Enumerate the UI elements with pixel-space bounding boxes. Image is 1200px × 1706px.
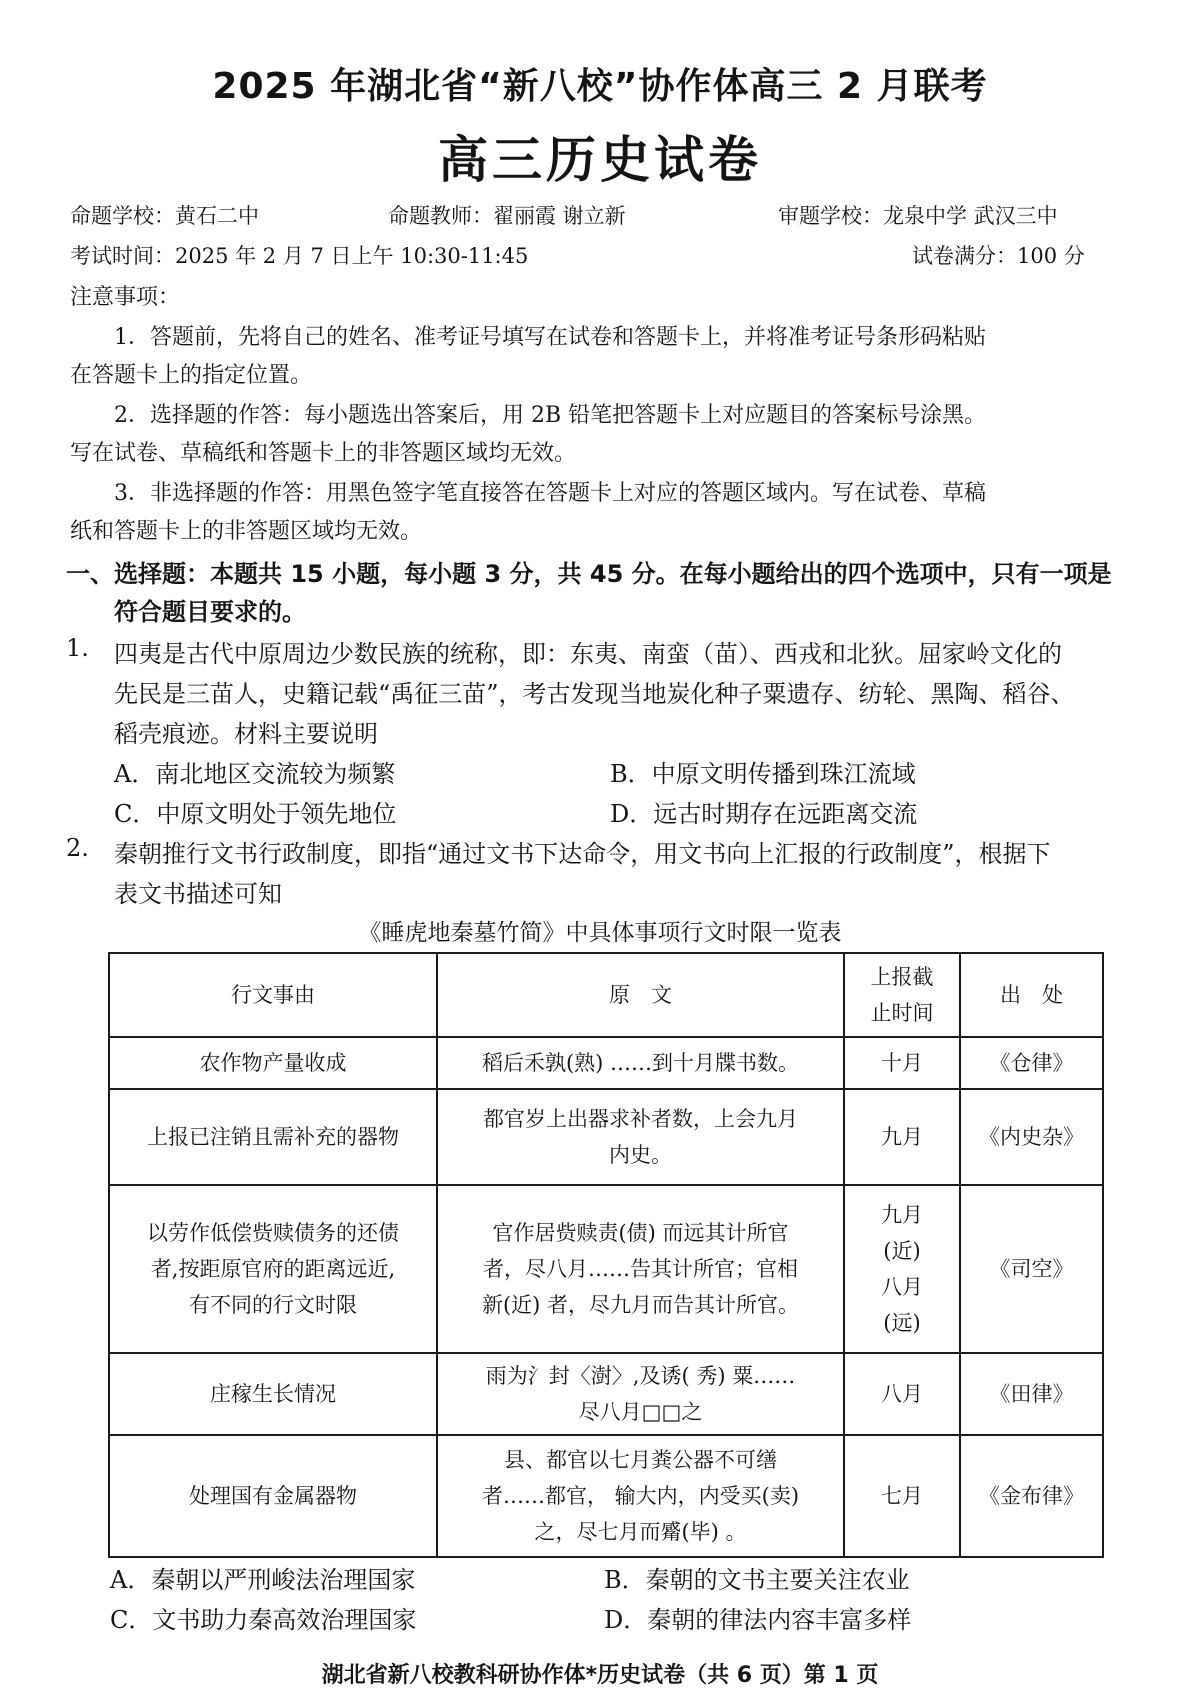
question-1-stem-2: 先民是三苗人，史籍记载“禹征三苗”，考古发现当地炭化种子粟遗存、纺轮、黑陶、稻谷、 <box>114 680 1075 708</box>
paper-subtitle: 高三历史试卷 <box>438 131 762 189</box>
table-cell: 都官岁上出器求补者数，上会九月 内史。 <box>437 1089 844 1185</box>
notice-item-3: 3．非选择题的作答：用黑色签字笔直接答在答题卡上对应的答题区域内。写在试卷、草稿 <box>114 481 987 506</box>
question-1-stem: 四夷是古代中原周边少数民族的统称，即：东夷、南蛮（苗）、西戎和北狄。屈家岭文化的 <box>114 640 1062 668</box>
notice-item-1: 1．答题前，先将自己的姓名、准考证号填写在试卷和答题卡上，并将准考证号条形码粘贴 <box>114 325 987 350</box>
question-1-number: 1. <box>66 634 89 662</box>
table-cell: 《司空》 <box>960 1185 1103 1353</box>
table-cell: 处理国有金属器物 <box>109 1435 437 1557</box>
notice-item-3-cont: 纸和答题卡上的非答题区域均无效。 <box>70 519 423 544</box>
table-row <box>109 1037 1103 1089</box>
table-cell: 官作居赀赎责(债) 而远其计所官 者，尽八月……告其计所官；官相 新(近) 者，尽九月而告其计所官。 <box>437 1185 844 1353</box>
table-row <box>109 1353 1103 1435</box>
proposition-school: 命题学校：黄石二中 <box>70 204 259 228</box>
table-cell: 上报已注销且需补充的器物 <box>109 1089 437 1185</box>
proposition-teachers: 命题教师：翟丽霞 谢立新 <box>388 204 626 228</box>
question-2-stem-2: 表文书描述可知 <box>114 880 282 908</box>
table-cell: 农作物产量收成 <box>109 1037 437 1089</box>
table-cell: 七月 <box>844 1435 960 1557</box>
question-2-option-c: C．文书助力秦高效治理国家 <box>110 1606 417 1634</box>
table-cell: 雨为氵封〈澍〉,及诱( 秀) 粟…… 尽八月□□之 <box>437 1353 844 1435</box>
question-1-option-b: B．中原文明传播到珠江流域 <box>610 760 916 788</box>
question-1-option-a: A．南北地区交流较为频繁 <box>114 760 396 788</box>
table-cell: 《内史杂》 <box>960 1089 1103 1185</box>
question-2-option-b: B．秦朝的文书主要关注农业 <box>604 1566 910 1594</box>
table-cell: 《仓律》 <box>960 1037 1103 1089</box>
table-caption: 《睡虎地秦墓竹简》中具体事项行文时限一览表 <box>358 920 842 946</box>
notice-item-2: 2．选择题的作答：每小题选出答案后，用 2B 铅笔把答题卡上对应题目的答案标号涂黑。 <box>114 403 987 428</box>
table-cell: 《金布律》 <box>960 1435 1103 1557</box>
question-2-number: 2. <box>66 834 89 862</box>
column-header-reason: 行文事由 <box>109 953 437 1037</box>
question-1-option-d: D．远古时期存在远距离交流 <box>610 800 918 828</box>
notice-item-1-cont: 在答题卡上的指定位置。 <box>70 363 313 388</box>
notice-heading: 注意事项： <box>70 285 181 310</box>
table-row <box>109 1435 1103 1557</box>
page-footer: 湖北省新八校教科研协作体*历史试卷（共 6 页）第 1 页 <box>321 1663 879 1688</box>
table-cell: 十月 <box>844 1037 960 1089</box>
table-cell: 九月 (近) 八月 (远) <box>844 1185 960 1353</box>
table-header-row <box>109 953 1103 1037</box>
table-cell: 县、都官以七月粪公器不可缮 者……都官， 输大内，内受买(卖) 之，尽七月而觱(毕) 。 <box>437 1435 844 1557</box>
column-header-original-text: 原 文 <box>437 953 844 1037</box>
notice-item-2-cont: 写在试卷、草稿纸和答题卡上的非答题区域均无效。 <box>70 441 577 466</box>
exam-time: 考试时间：2025 年 2 月 7 日上午 10:30-11:45 <box>70 244 529 268</box>
full-score: 试卷满分：100 分 <box>912 244 1085 268</box>
exam-title: 2025 年湖北省“新八校”协作体高三 2 月联考 <box>212 66 988 107</box>
table-cell: 以劳作低偿赀赎债务的还债 者,按距原官府的距离远近, 有不同的行文时限 <box>109 1185 437 1353</box>
question-2-stem: 秦朝推行文书行政制度，即指“通过文书下达命令，用文书向上汇报的行政制度”，根据下 <box>114 840 1051 868</box>
question-2-option-d: D．秦朝的律法内容丰富多样 <box>604 1606 912 1634</box>
question-1-stem-3: 稻壳痕迹。材料主要说明 <box>114 720 378 748</box>
table-cell: 九月 <box>844 1089 960 1185</box>
table-cell: 《田律》 <box>960 1353 1103 1435</box>
table-cell: 八月 <box>844 1353 960 1435</box>
question-2-option-a: A．秦朝以严刑峻法治理国家 <box>110 1566 416 1594</box>
section-heading-cont: 符合题目要求的。 <box>114 598 306 626</box>
table-row <box>109 1089 1103 1185</box>
document-time-limit-table <box>108 952 1104 1558</box>
section-heading: 一、选择题：本题共 15 小题，每小题 3 分，共 45 分。在每小题给出的四个选项中，只有一项是 <box>66 560 1112 588</box>
table-cell: 庄稼生长情况 <box>109 1353 437 1435</box>
question-1-option-c: C．中原文明处于领先地位 <box>114 800 397 828</box>
column-header-source: 出 处 <box>960 953 1103 1037</box>
column-header-deadline: 上报截 止时间 <box>844 953 960 1037</box>
review-schools: 审题学校：龙泉中学 武汉三中 <box>778 204 1058 228</box>
table-cell: 稻后禾孰(熟) ……到十月牒书数。 <box>437 1037 844 1089</box>
table-row <box>109 1185 1103 1353</box>
